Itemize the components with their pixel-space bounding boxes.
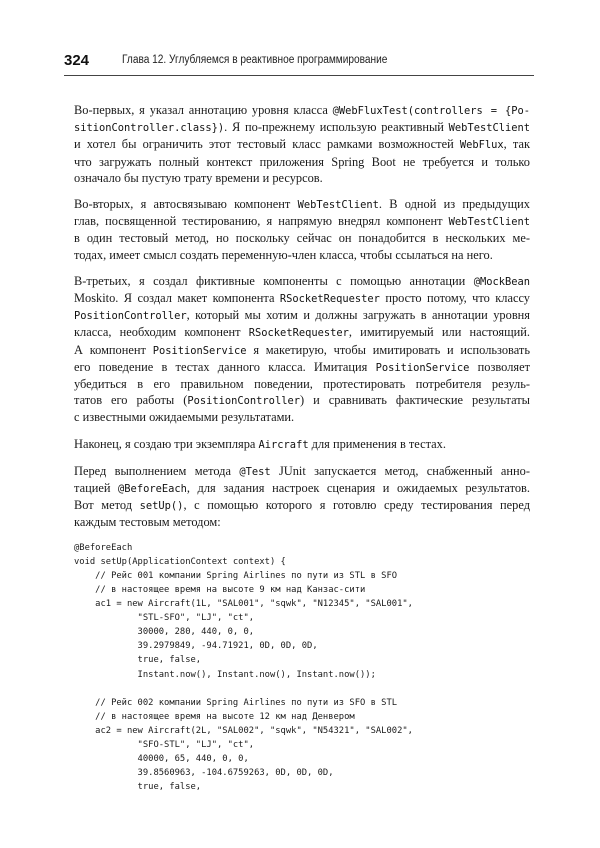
paragraph-line — [74, 102, 530, 119]
running-header — [64, 50, 534, 74]
text-run: глав, посвященной тестированию, я напрямую внедрял компонент — [74, 214, 449, 229]
inline-code: @MockBean — [473, 275, 530, 288]
text-run: тацией — [74, 481, 119, 496]
inline-code: @WebFluxTest(controllers = {Po- — [332, 105, 530, 117]
inline-code: PositionController — [74, 310, 187, 323]
paragraph — [74, 436, 530, 453]
code-line: // Рейс 001 компании Spring Airlines по пути из STL в SFO — [74, 570, 398, 581]
paragraph-line — [74, 359, 530, 376]
inline-code: RSocketRequester — [279, 293, 380, 306]
paragraph-line — [74, 119, 530, 136]
paragraph — [74, 196, 530, 263]
inline-code: WebFlux — [459, 139, 504, 152]
code-line: 30000, 280, 440, 0, 0, — [74, 627, 255, 638]
inline-code: Aircraft — [258, 438, 309, 451]
paragraph — [74, 102, 530, 186]
paragraph-line — [74, 196, 530, 213]
text-run: JUnit запускается метод, снабженный анно- — [270, 463, 530, 478]
text-paragraphs — [74, 102, 530, 531]
code-line: 40000, 65, 440, 0, 0, — [74, 754, 249, 765]
text-run: просто потому, что классу — [379, 291, 530, 306]
code-line: Instant.now(), Instant.now(), Instant.now()); — [74, 669, 376, 680]
paragraph-line — [74, 497, 530, 514]
inline-code: sitionController.class}) — [74, 122, 225, 135]
code-line: 39.8560963, -104.6759263, 0D, 0D, 0D, — [74, 768, 334, 779]
code-line: 39.2979849, -94.71921, 0D, 0D, 0D, — [74, 641, 318, 652]
paragraph-line — [74, 480, 530, 497]
paragraph-line — [74, 409, 530, 425]
text-run: В-третьих, я создал фиктивные компоненты с помощью аннотации — [74, 273, 474, 288]
text-run: каждым тестовым методом: — [74, 515, 221, 530]
text-run: с известными ожидаемыми результатами. — [74, 410, 295, 425]
code-line: true, false, — [74, 655, 202, 666]
text-run: в один тестовый метод, но поскольку сейчас он понадобится в нескольких ме- — [74, 231, 530, 246]
paragraph — [74, 273, 530, 426]
text-run: класса, необходим компонент — [74, 325, 249, 340]
inline-code: WebTestClient — [448, 216, 530, 229]
text-run: и хотел бы ограничить этот тестовый класс рамками возможностей — [74, 137, 460, 152]
text-run: . Я по-прежнему использую реактивный — [224, 120, 449, 135]
code-line: // Рейс 002 компании Spring Airlines по пути из SFO в STL — [74, 697, 398, 708]
text-run: . В одной из предыдущих — [378, 197, 530, 212]
text-run: Перед выполнением метода — [74, 463, 240, 478]
paragraph-line — [74, 273, 530, 290]
paragraph-line — [74, 307, 530, 324]
code-line — [74, 682, 530, 696]
paragraph — [74, 463, 530, 531]
paragraph-line — [74, 154, 530, 170]
inline-code: PositionService — [152, 344, 247, 357]
text-run: , для задания настроек сценария и ожидаемых результатов. — [186, 481, 530, 496]
paragraph-line — [74, 213, 530, 230]
code-line: ac2 = new Aircraft(2L, "SAL002", "sqwk", "N54321", "SAL002", — [74, 725, 413, 736]
code-line: "STL-SFO", "LJ", "ct", — [74, 613, 255, 624]
text-run: Во-первых, я указал аннотацию уровня класса — [74, 103, 333, 117]
paragraph-line — [74, 230, 530, 246]
paragraph-line — [74, 514, 530, 530]
inline-code: PositionService — [375, 361, 470, 374]
inline-code: PositionController — [187, 395, 300, 408]
paragraph-line — [74, 392, 530, 409]
code-line: @BeforeEach — [74, 542, 133, 553]
page-body — [74, 102, 530, 794]
paragraph-line — [74, 376, 530, 392]
text-run: Наконец, я создаю три экземпляра — [74, 436, 259, 451]
text-run: я макетирую, чтобы имитировать и использовать — [246, 342, 530, 357]
code-line: // в настоящее время на высоте 9 км над Канзас-сити — [74, 584, 366, 595]
text-run: тодах, имеет смысл создать переменную-член класса, чтобы ссылаться на него. — [74, 247, 493, 262]
text-run: А компонент — [74, 342, 153, 357]
text-run: убедиться в его правильном поведении, протестировать потребителя резуль- — [74, 377, 530, 392]
text-run: , имитируемый или настоящий. — [348, 325, 530, 340]
text-run: что загружать полный контекст приложения Spring Boot не требуется и только — [74, 154, 530, 169]
paragraph-line — [74, 342, 530, 359]
text-run: ) и сравнивать фактические результаты — [299, 393, 530, 408]
code-line: true, false, — [74, 782, 202, 793]
text-run: для применения в тестах. — [308, 436, 446, 451]
text-run: его поведение в тестах данного класса. Имитация — [74, 359, 376, 374]
inline-code: RSocketRequester — [248, 327, 349, 340]
code-line: // в настоящее время на высоте 12 км над Денвером — [74, 711, 355, 722]
code-line: void setUp(ApplicationContext context) { — [74, 556, 286, 567]
text-run: Во-вторых, я автосвязываю компонент — [74, 197, 298, 212]
header-rule — [64, 75, 534, 76]
code-line: "SFO-STL", "LJ", "ct", — [74, 739, 255, 750]
text-run: означало бы пустую трату времени и ресурсов. — [74, 170, 323, 185]
inline-code: @Test — [239, 465, 271, 478]
inline-code: WebTestClient — [448, 122, 530, 135]
paragraph-line — [74, 324, 530, 341]
text-run: татов его работы ( — [74, 393, 188, 408]
inline-code: WebTestClient — [297, 199, 379, 212]
paragraph-line — [74, 436, 530, 453]
paragraph-line — [74, 463, 530, 480]
code-line: ac1 = new Aircraft(1L, "SAL001", "sqwk", "N12345", "SAL001", — [74, 599, 413, 610]
page-number: 324 — [64, 52, 90, 69]
text-run: Moskito. Я создал макет компонента — [74, 291, 280, 306]
paragraph-line — [74, 290, 530, 307]
paragraph-line — [74, 170, 530, 186]
inline-code: @BeforeEach — [118, 483, 187, 496]
text-run: Вот метод — [74, 498, 140, 513]
paragraph-line — [74, 136, 530, 153]
chapter-title: Глава 12. Углубляемся в реактивное программирование — [122, 54, 388, 66]
code-listing — [74, 541, 530, 795]
text-run: , который мы хотим и должны загружать в аннотации уровня — [186, 308, 530, 323]
inline-code: setUp() — [139, 500, 184, 513]
text-run: , так — [503, 137, 530, 152]
text-run: позволяет — [469, 359, 530, 374]
text-run: , с помощью которого я готовлю среду тестирования перед — [183, 498, 530, 513]
paragraph-line — [74, 247, 530, 263]
